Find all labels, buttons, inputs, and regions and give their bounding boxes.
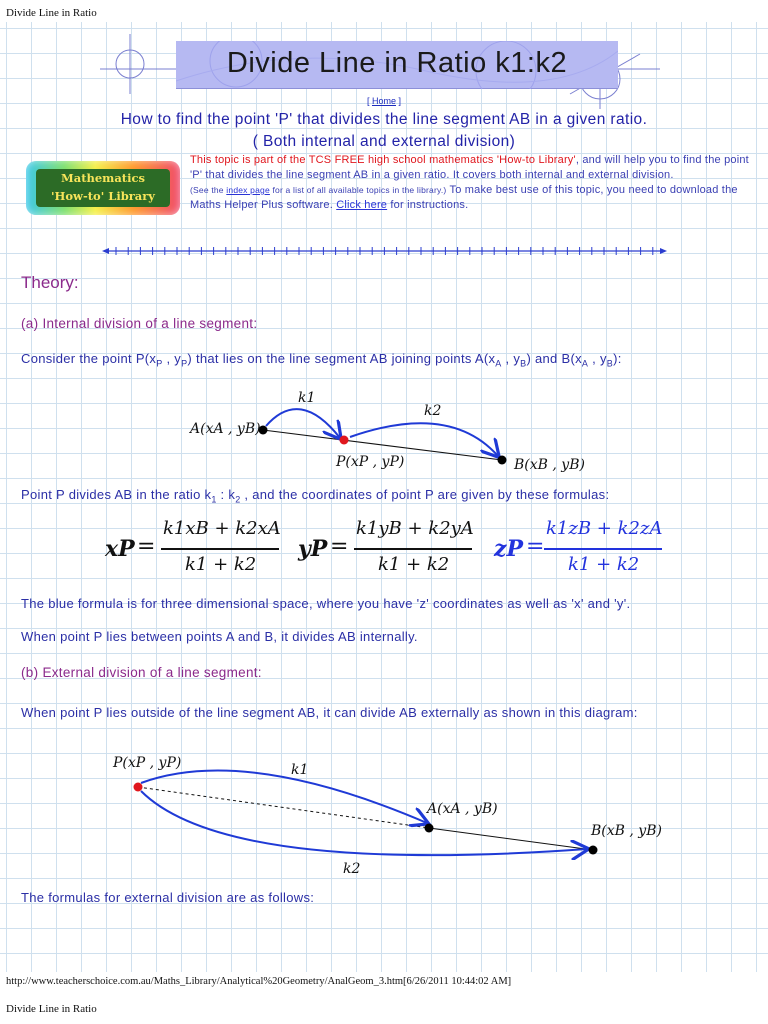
logo-inner <box>36 169 170 207</box>
page-sheet <box>0 22 768 972</box>
intro-paragraph <box>190 153 750 213</box>
formula-y <box>298 518 473 588</box>
formula-z-numerator: k1zB + k2zA <box>546 518 663 539</box>
formula-x-numerator: k1xB + k2xA <box>163 518 281 539</box>
click-here-link[interactable]: Click here <box>336 199 388 211</box>
internal-division-diagram <box>180 382 600 482</box>
consider-s5: A <box>581 358 589 369</box>
home-nav <box>0 96 768 106</box>
consider-t6: , y <box>588 351 607 366</box>
label-k1-external: k1 <box>291 762 309 778</box>
formula-z-lhs: zP <box>494 536 524 562</box>
home-close-bracket: ] <box>396 96 402 106</box>
formula-y-denominator: k1 + k2 <box>378 554 450 575</box>
label-p-external: P(xP , yP) <box>113 755 182 771</box>
consider-t2: , y <box>162 351 182 366</box>
segment-ab-external <box>429 828 593 850</box>
arc-k1-external <box>141 771 427 823</box>
consider-s2: P <box>181 358 188 369</box>
formula-y-bar <box>354 548 472 550</box>
consider-s1: P <box>156 358 163 369</box>
consider-t1: Consider the point P(x <box>21 351 157 366</box>
external-division-diagram <box>105 745 665 880</box>
arc-k2-external <box>141 791 587 855</box>
label-k2: k2 <box>424 403 442 419</box>
formula-x-lhs: xP <box>105 536 135 562</box>
browser-title-top: Divide Line in Ratio <box>6 7 97 19</box>
theory-heading: Theory: <box>21 273 79 292</box>
point-b-external <box>589 846 598 855</box>
library-logo[interactable] <box>26 161 180 215</box>
formula-z-bar <box>544 548 662 550</box>
consider-t4: , y <box>501 351 521 366</box>
intro-see-prefix: (See the <box>190 185 227 195</box>
formula-z-equals: = <box>526 534 545 559</box>
home-link[interactable]: Home <box>371 96 396 106</box>
consider-t3: ) that lies on the line segment AB joining points A(x <box>187 351 496 366</box>
page-title: Divide Line in Ratio k1:k2 <box>226 47 568 79</box>
formula-x-equals: = <box>137 534 156 559</box>
intro-text-2: To make best use of this topic, you need to download the Maths Helper Plus software. <box>190 184 738 211</box>
point-p <box>340 436 349 445</box>
consider-paragraph <box>21 350 622 373</box>
label-b-external: B(xB , yB) <box>591 823 662 839</box>
label-k1: k1 <box>298 390 316 406</box>
consider-t7: ): <box>613 351 622 366</box>
ratio-paragraph <box>21 486 609 509</box>
consider-s4: B <box>520 358 527 369</box>
title-banner <box>176 41 618 89</box>
external-note: When point P lies outside of the line segment AB, it can divide AB externally as shown in this diagram: <box>21 705 638 720</box>
number-line-divider <box>102 244 667 258</box>
subtitle-line-2: ( Both internal and external division) <box>252 133 516 150</box>
formula-x <box>105 518 280 588</box>
browser-title-bottom: Divide Line in Ratio <box>6 1003 97 1015</box>
ratio-s1: 1 <box>211 494 217 505</box>
formula-x-denominator: k1 + k2 <box>185 554 257 575</box>
label-b: B(xB , yB) <box>514 457 585 473</box>
intro-text-1: , and will help you to find the point 'P' that divides the line segment AB in a given ratio. It covers both internal and external division. <box>190 154 749 181</box>
formula-y-numerator: k1yB + k2yA <box>356 518 474 539</box>
ratio-s2: 2 <box>235 494 241 505</box>
consider-s6: B <box>606 358 614 369</box>
logo-line-2: 'How-to' Library <box>51 189 155 203</box>
index-page-link[interactable]: index page <box>226 185 270 195</box>
point-p-external <box>134 783 143 792</box>
label-k2-external: k2 <box>343 861 361 877</box>
formula-y-lhs: yP <box>298 536 328 562</box>
intro-red-text: This topic is part of the TCS FREE high school mathematics 'How-to Library' <box>190 154 576 166</box>
label-a-external: A(xA , yB) <box>427 801 498 817</box>
point-b <box>498 456 507 465</box>
intro-text-3: for instructions. <box>387 199 469 211</box>
footer-url: http://www.teacherschoice.com.au/Maths_Library/Analytical%20Geometry/AnalGeom_3.htm[6/26/2011 10:44:02 AM] <box>6 976 512 987</box>
formula-y-equals: = <box>330 534 349 559</box>
consider-s3: A <box>495 358 502 369</box>
ratio-t1: Point P divides AB in the ratio k <box>21 487 212 502</box>
section-a-heading: (a) Internal division of a line segment: <box>21 316 258 331</box>
external-formulas-intro: The formulas for external division are as follows: <box>21 890 315 905</box>
point-a-external <box>425 824 434 833</box>
label-p: P(xP , yP) <box>336 454 405 470</box>
logo-line-1: Mathematics <box>61 171 145 185</box>
ratio-t3: , and the coordinates of point P are given by these formulas: <box>240 487 610 502</box>
formula-x-bar <box>161 548 279 550</box>
internal-note: When point P lies between points A and B, it divides AB internally. <box>21 629 418 644</box>
section-b-heading: (b) External division of a line segment: <box>21 665 262 680</box>
arc-k1 <box>266 409 340 438</box>
formula-z <box>494 518 669 588</box>
dashed-pa <box>138 787 429 828</box>
home-open-bracket: [ <box>366 96 372 106</box>
consider-t5: ) and B(x <box>526 351 582 366</box>
blue-formula-note: The blue formula is for three dimensional space, where you have 'z' coordinates as well as 'x' and 'y'. <box>21 596 631 611</box>
formula-z-denominator: k1 + k2 <box>568 554 640 575</box>
label-a: A(xA , yB) <box>190 421 261 437</box>
subtitle-line-1: How to find the point 'P' that divides the line segment AB in a given ratio. <box>120 111 648 128</box>
intro-see-suffix: for a list of all available topics in the library.) <box>269 185 447 195</box>
arc-k2 <box>350 423 498 456</box>
ratio-t2: : k <box>216 487 236 502</box>
